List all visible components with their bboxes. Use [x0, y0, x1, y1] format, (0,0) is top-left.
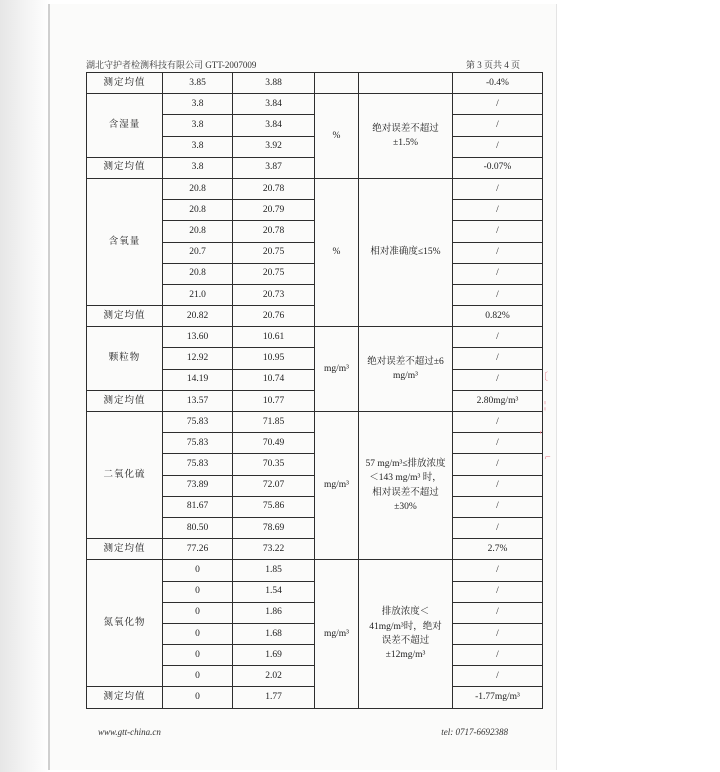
measured-value: 1.85: [233, 560, 315, 581]
stamp-mark: ¦: [544, 400, 547, 411]
mean-reference: 3.8: [163, 157, 233, 178]
mean-label: 测定均值: [87, 306, 163, 327]
measured-value: 10.95: [233, 348, 315, 369]
mean-reference: 13.57: [163, 390, 233, 411]
error-value: /: [453, 200, 543, 221]
reference-value: 81.67: [163, 496, 233, 517]
criterion-cell: [359, 73, 453, 94]
mean-reference: 0: [163, 687, 233, 708]
mean-error: 2.7%: [453, 539, 543, 560]
measured-value: 1.69: [233, 645, 315, 666]
error-value: /: [453, 475, 543, 496]
reference-value: 80.50: [163, 517, 233, 538]
reference-value: 20.8: [163, 263, 233, 284]
error-value: /: [453, 221, 543, 242]
error-value: /: [453, 412, 543, 433]
footer-tel: tel: 0717-6692388: [441, 727, 508, 737]
unit-cell: mg/m³: [315, 560, 359, 708]
reference-value: 0: [163, 623, 233, 644]
unit-cell: mg/m³: [315, 327, 359, 412]
page-number: 第 3 页共 4 页: [465, 60, 520, 70]
error-value: /: [453, 136, 543, 157]
mean-label: 测定均值: [87, 390, 163, 411]
stamp-mark: ⌐: [545, 452, 551, 463]
mean-reference: 20.82: [163, 306, 233, 327]
measurement-table-body: [87, 73, 543, 709]
mean-reference: 3.85: [163, 73, 233, 94]
footer-website: www.gtt-china.cn: [98, 727, 161, 737]
reference-value: 0: [163, 666, 233, 687]
reference-value: 73.89: [163, 475, 233, 496]
page-header: [86, 58, 520, 72]
mean-measured: 73.22: [233, 539, 315, 560]
parameter-name: 氮氧化物: [87, 560, 163, 687]
reference-value: 12.92: [163, 348, 233, 369]
measured-value: 20.75: [233, 242, 315, 263]
error-value: /: [453, 581, 543, 602]
reference-value: 0: [163, 602, 233, 623]
measured-value: 70.49: [233, 433, 315, 454]
stamp-mark: 〔: [538, 372, 548, 383]
company-header: 湖北守护者检测科技有限公司 GTT-2007009: [86, 60, 257, 70]
measured-value: 1.68: [233, 623, 315, 644]
reference-value: 3.8: [163, 136, 233, 157]
measured-value: 10.74: [233, 369, 315, 390]
mean-label: 测定均值: [87, 687, 163, 708]
unit-cell: %: [315, 94, 359, 179]
measured-value: 2.02: [233, 666, 315, 687]
parameter-name: 二氧化硫: [87, 412, 163, 539]
error-value: /: [453, 560, 543, 581]
error-value: /: [453, 284, 543, 305]
mean-label: 测定均值: [87, 539, 163, 560]
reference-value: 3.8: [163, 115, 233, 136]
stamp-mark: ‘: [539, 430, 543, 441]
criterion-cell: 排放浓度＜41mg/m³时，绝对误差不超过±12mg/m³: [359, 560, 453, 708]
reference-value: 75.83: [163, 433, 233, 454]
criterion-cell: 绝对误差不超过±1.5%: [359, 94, 453, 179]
error-value: /: [453, 369, 543, 390]
reference-value: 20.8: [163, 178, 233, 199]
table-row: [87, 327, 543, 348]
error-value: /: [453, 645, 543, 666]
mean-error: -0.4%: [453, 73, 543, 94]
measured-value: 20.78: [233, 221, 315, 242]
mean-label: 测定均值: [87, 157, 163, 178]
measurement-table: [86, 72, 543, 709]
measured-value: 20.78: [233, 178, 315, 199]
error-value: /: [453, 454, 543, 475]
error-value: /: [453, 94, 543, 115]
criterion-cell: 相对准确度≤15%: [359, 178, 453, 326]
measured-value: 72.07: [233, 475, 315, 496]
reference-value: 20.8: [163, 221, 233, 242]
measured-value: 3.92: [233, 136, 315, 157]
table-row: [87, 178, 543, 199]
reference-value: 75.83: [163, 412, 233, 433]
reference-value: 0: [163, 560, 233, 581]
document-page: [48, 4, 557, 770]
criterion-cell: 绝对误差不超过±6 mg/m³: [359, 327, 453, 412]
unit-cell: %: [315, 178, 359, 326]
reference-value: 14.19: [163, 369, 233, 390]
error-value: /: [453, 348, 543, 369]
table-row: [87, 560, 543, 581]
measured-value: 10.61: [233, 327, 315, 348]
unit-cell: mg/m³: [315, 412, 359, 560]
measured-value: 3.84: [233, 115, 315, 136]
measured-value: 1.54: [233, 581, 315, 602]
mean-measured: 10.77: [233, 390, 315, 411]
measured-value: 20.75: [233, 263, 315, 284]
reference-value: 20.8: [163, 200, 233, 221]
error-value: /: [453, 178, 543, 199]
error-value: /: [453, 433, 543, 454]
measured-value: 3.84: [233, 94, 315, 115]
measured-value: 71.85: [233, 412, 315, 433]
reference-value: 0: [163, 645, 233, 666]
mean-measured: 3.88: [233, 73, 315, 94]
measured-value: 75.86: [233, 496, 315, 517]
table-row: [87, 94, 543, 115]
measured-value: 70.35: [233, 454, 315, 475]
reference-value: 21.0: [163, 284, 233, 305]
criterion-cell: 57 mg/m³≤排放浓度＜143 mg/m³ 时，相对误差不超过±30%: [359, 412, 453, 560]
reference-value: 13.60: [163, 327, 233, 348]
measured-value: 78.69: [233, 517, 315, 538]
error-value: /: [453, 517, 543, 538]
measured-value: 20.79: [233, 200, 315, 221]
error-value: /: [453, 263, 543, 284]
reference-value: 20.7: [163, 242, 233, 263]
red-stamp-fragment: [536, 360, 554, 470]
error-value: /: [453, 327, 543, 348]
parameter-name: 含湿量: [87, 94, 163, 158]
reference-value: 75.83: [163, 454, 233, 475]
mean-measured: 3.87: [233, 157, 315, 178]
error-value: /: [453, 496, 543, 517]
reference-value: 3.8: [163, 94, 233, 115]
parameter-name: 颗粒物: [87, 327, 163, 391]
mean-measured: 1.77: [233, 687, 315, 708]
error-value: /: [453, 115, 543, 136]
table-row: [87, 412, 543, 433]
parameter-name: 含氧量: [87, 178, 163, 305]
mean-error: -1.77mg/m³: [453, 687, 543, 708]
measured-value: 1.86: [233, 602, 315, 623]
measured-value: 20.73: [233, 284, 315, 305]
error-value: /: [453, 623, 543, 644]
mean-row: [87, 73, 543, 94]
reference-value: 0: [163, 581, 233, 602]
mean-error: 0.82%: [453, 306, 543, 327]
mean-measured: 20.76: [233, 306, 315, 327]
unit-cell: [315, 73, 359, 94]
mean-error: 2.80mg/m³: [453, 390, 543, 411]
mean-label: 测定均值: [87, 73, 163, 94]
error-value: /: [453, 242, 543, 263]
error-value: /: [453, 602, 543, 623]
mean-reference: 77.26: [163, 539, 233, 560]
error-value: /: [453, 666, 543, 687]
scan-shadow: [0, 0, 50, 772]
mean-error: -0.07%: [453, 157, 543, 178]
